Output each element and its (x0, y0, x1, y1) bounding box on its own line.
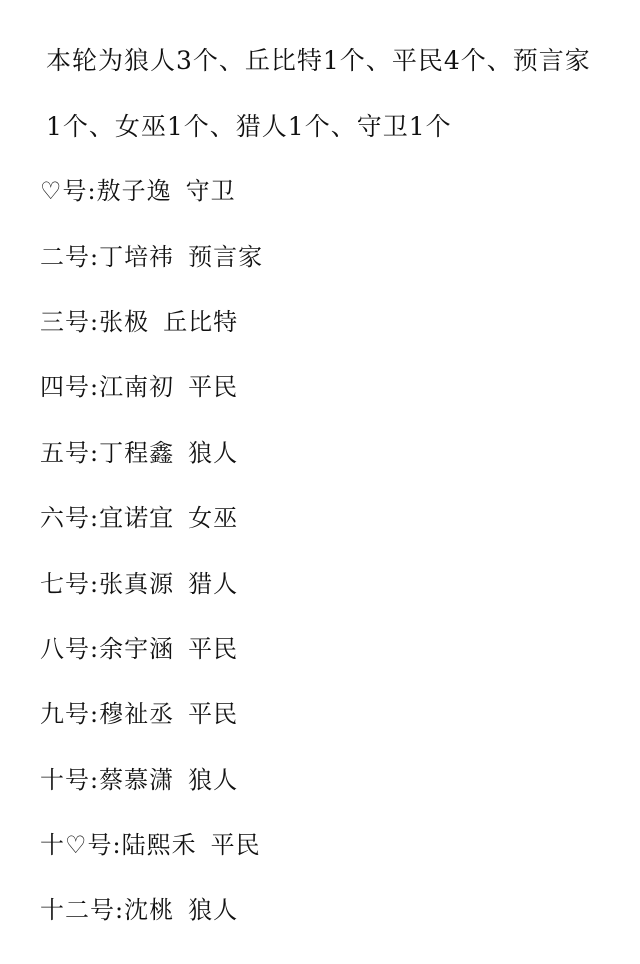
player-row (40, 287, 600, 352)
player-name: 张真源 (99, 569, 175, 598)
player-name: 余宇涵 (99, 634, 175, 663)
player-row (40, 745, 600, 810)
player-row (40, 352, 600, 417)
player-row (40, 483, 600, 548)
player-name: 蔡慕潇 (99, 765, 175, 794)
player-name: 张极 (99, 307, 150, 336)
player-name: 穆祉丞 (99, 700, 175, 729)
player-row (40, 679, 600, 744)
player-number: 九号: (40, 700, 100, 729)
player-role: 守卫 (185, 177, 236, 206)
player-row (40, 548, 600, 613)
player-number: 五号: (40, 438, 100, 467)
player-number: 六号: (40, 504, 100, 533)
player-role: 丘比特 (163, 307, 239, 336)
player-role: 猎人 (188, 569, 239, 598)
player-role: 狼人 (188, 438, 239, 467)
player-name: 敖子逸 (96, 177, 172, 206)
player-number: 七号: (40, 569, 100, 598)
player-name: 江南初 (99, 373, 175, 402)
player-name: 陆熙禾 (121, 831, 197, 860)
player-role: 狼人 (188, 896, 239, 925)
player-number: ♡号: (40, 177, 97, 206)
player-row (40, 875, 600, 940)
player-row (40, 418, 600, 483)
player-role: 预言家 (188, 242, 264, 271)
player-row (40, 810, 600, 875)
player-number: 八号: (40, 634, 100, 663)
player-number: 四号: (40, 373, 100, 402)
player-name: 宜诺宜 (99, 504, 175, 533)
player-row (40, 156, 600, 221)
player-name: 沈桃 (124, 896, 175, 925)
player-role: 狼人 (188, 765, 239, 794)
player-role: 平民 (188, 634, 239, 663)
player-row (40, 221, 600, 286)
player-name: 丁培祎 (99, 242, 175, 271)
player-role: 平民 (188, 373, 239, 402)
player-role: 平民 (188, 700, 239, 729)
player-list (40, 156, 600, 941)
player-role: 平民 (210, 831, 261, 860)
player-number: 二号: (40, 242, 100, 271)
player-number: 十二号: (40, 896, 125, 925)
player-number: 三号: (40, 307, 100, 336)
player-row (40, 614, 600, 679)
role-distribution-text: 本轮为狼人3个、丘比特1个、平民4个、预言家1个、女巫1个、猎人1个、守卫1个 (46, 46, 591, 141)
player-number: 十号: (40, 765, 100, 794)
player-role: 女巫 (188, 504, 239, 533)
player-name: 丁程鑫 (99, 438, 175, 467)
player-number: 十♡号: (40, 831, 122, 860)
